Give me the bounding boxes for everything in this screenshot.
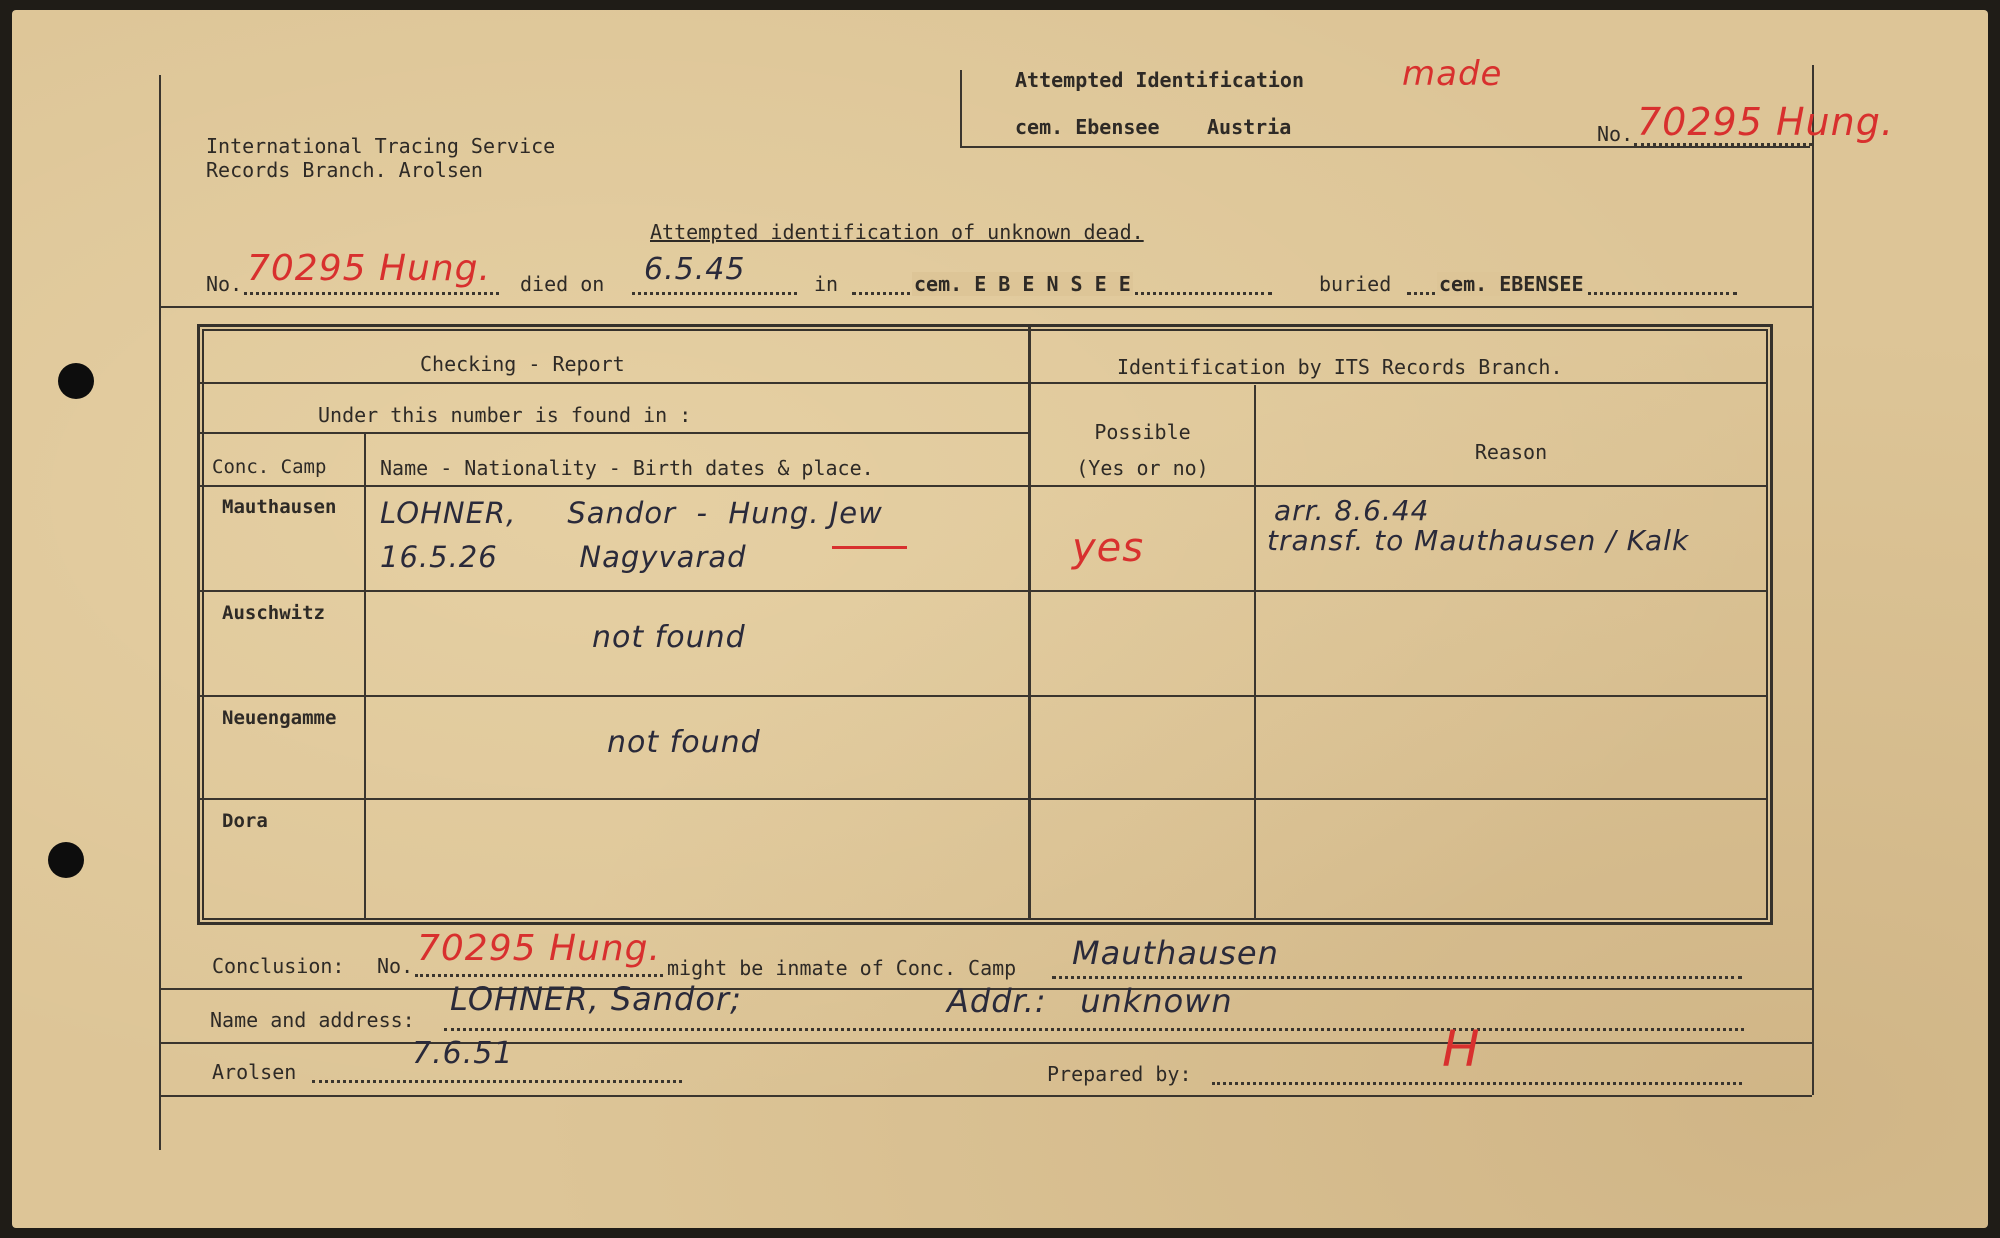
conclusion-no-dots <box>415 974 663 977</box>
header-box-bottom <box>960 146 1810 148</box>
header-box-note: made <box>1402 54 1503 94</box>
prepared-by-label: Prepared by: <box>1047 1062 1192 1086</box>
org-line-2: Records Branch. Arolsen <box>206 158 483 182</box>
table-divider-main <box>1028 327 1031 919</box>
table-hline-1 <box>200 382 1766 384</box>
row-name-line-1: LOHNER, Sandor - Hung. Jew <box>380 496 883 530</box>
prepared-by-dots <box>1212 1082 1742 1085</box>
death-no-value: 70295 Hung. <box>247 248 491 289</box>
in-label: in <box>814 272 839 296</box>
identification-header: Identification by ITS Records Branch. <box>1117 355 1563 379</box>
table-hline-4 <box>200 590 1766 592</box>
header-no-label: No. <box>1597 122 1634 146</box>
arolsen-label: Arolsen <box>212 1060 297 1084</box>
right-frame-line <box>1812 65 1814 1095</box>
name-value: LOHNER, Sandor; <box>450 980 742 1018</box>
punch-hole-top <box>58 363 94 399</box>
col-reason-header: Reason <box>1474 440 1548 464</box>
in-value: cem. E B E N S E E <box>914 272 1131 296</box>
index-card <box>12 10 1988 1228</box>
row-camp-auschwitz: Auschwitz <box>222 602 325 624</box>
row-not-found-neuengamme: not found <box>607 725 761 760</box>
row-reason-line-1: arr. 8.6.44 <box>1274 494 1430 527</box>
death-no-dots <box>244 292 499 295</box>
table-hline-2 <box>200 432 1028 434</box>
col-camp-header: Conc. Camp <box>212 456 327 478</box>
address-value: Addr.: unknown <box>947 982 1233 1020</box>
found-in-header: Under this number is found in : <box>318 403 692 427</box>
name-address-rule <box>159 1042 1812 1044</box>
table-hline-6 <box>200 798 1766 800</box>
checking-report-header: Checking - Report <box>420 352 625 376</box>
table-hline-3 <box>200 485 1766 487</box>
footer-rule <box>159 1095 1812 1097</box>
name-address-label: Name and address: <box>210 1008 415 1032</box>
header-box-left <box>960 70 962 148</box>
col-name-header: Name - Nationality - Birth dates & place. <box>380 456 874 480</box>
name-address-dots <box>444 1028 1744 1031</box>
conclusion-text: might be inmate of Conc. Camp <box>667 956 1017 980</box>
col-possible-header-1: Possible <box>1094 420 1191 444</box>
death-line-rule <box>159 306 1812 308</box>
header-box-country: Austria <box>1207 115 1292 139</box>
died-label: died on <box>520 272 605 296</box>
died-value: 6.5.45 <box>644 252 746 287</box>
conclusion-no-value: 70295 Hung. <box>417 928 661 969</box>
card-title: Attempted identification of unknown dead. <box>650 220 1144 244</box>
red-underline-mark <box>832 546 907 549</box>
header-no-value: 70295 Hung. <box>1637 100 1894 144</box>
prepared-by-initials: H <box>1442 1020 1481 1078</box>
buried-value: cem. EBENSEE <box>1439 272 1584 296</box>
punch-hole-bottom <box>48 842 84 878</box>
conclusion-no-label: No. <box>377 954 414 978</box>
table-hline-5 <box>200 695 1766 697</box>
header-box-cem: cem. Ebensee <box>1015 115 1160 139</box>
header-box-title: Attempted Identification <box>1015 68 1304 92</box>
row-not-found-auschwitz: not found <box>592 620 746 655</box>
conclusion-camp-value: Mauthausen <box>1072 934 1279 972</box>
row-camp-mauthausen: Mauthausen <box>222 496 337 518</box>
arolsen-date-dots <box>312 1080 682 1083</box>
org-line-1: International Tracing Service <box>206 134 556 158</box>
arolsen-date-value: 7.6.51 <box>412 1036 514 1071</box>
col-possible-header-2: (Yes or no) <box>1076 456 1209 480</box>
death-no-label: No. <box>206 272 243 296</box>
conclusion-label: Conclusion: <box>212 954 345 978</box>
row-name-line-2: 16.5.26 Nagyvarad <box>380 540 747 574</box>
row-camp-dora: Dora <box>222 810 268 832</box>
table-divider-camp <box>364 432 366 919</box>
row-camp-neuengamme: Neuengamme <box>222 707 337 729</box>
table-divider-possible <box>1254 385 1256 919</box>
died-dots <box>632 292 797 295</box>
row-possible-yes: yes <box>1072 525 1145 571</box>
row-reason-line-2: transf. to Mauthausen / Kalk <box>1267 524 1690 557</box>
buried-label: buried <box>1319 272 1392 296</box>
conclusion-camp-dots <box>1052 976 1742 979</box>
